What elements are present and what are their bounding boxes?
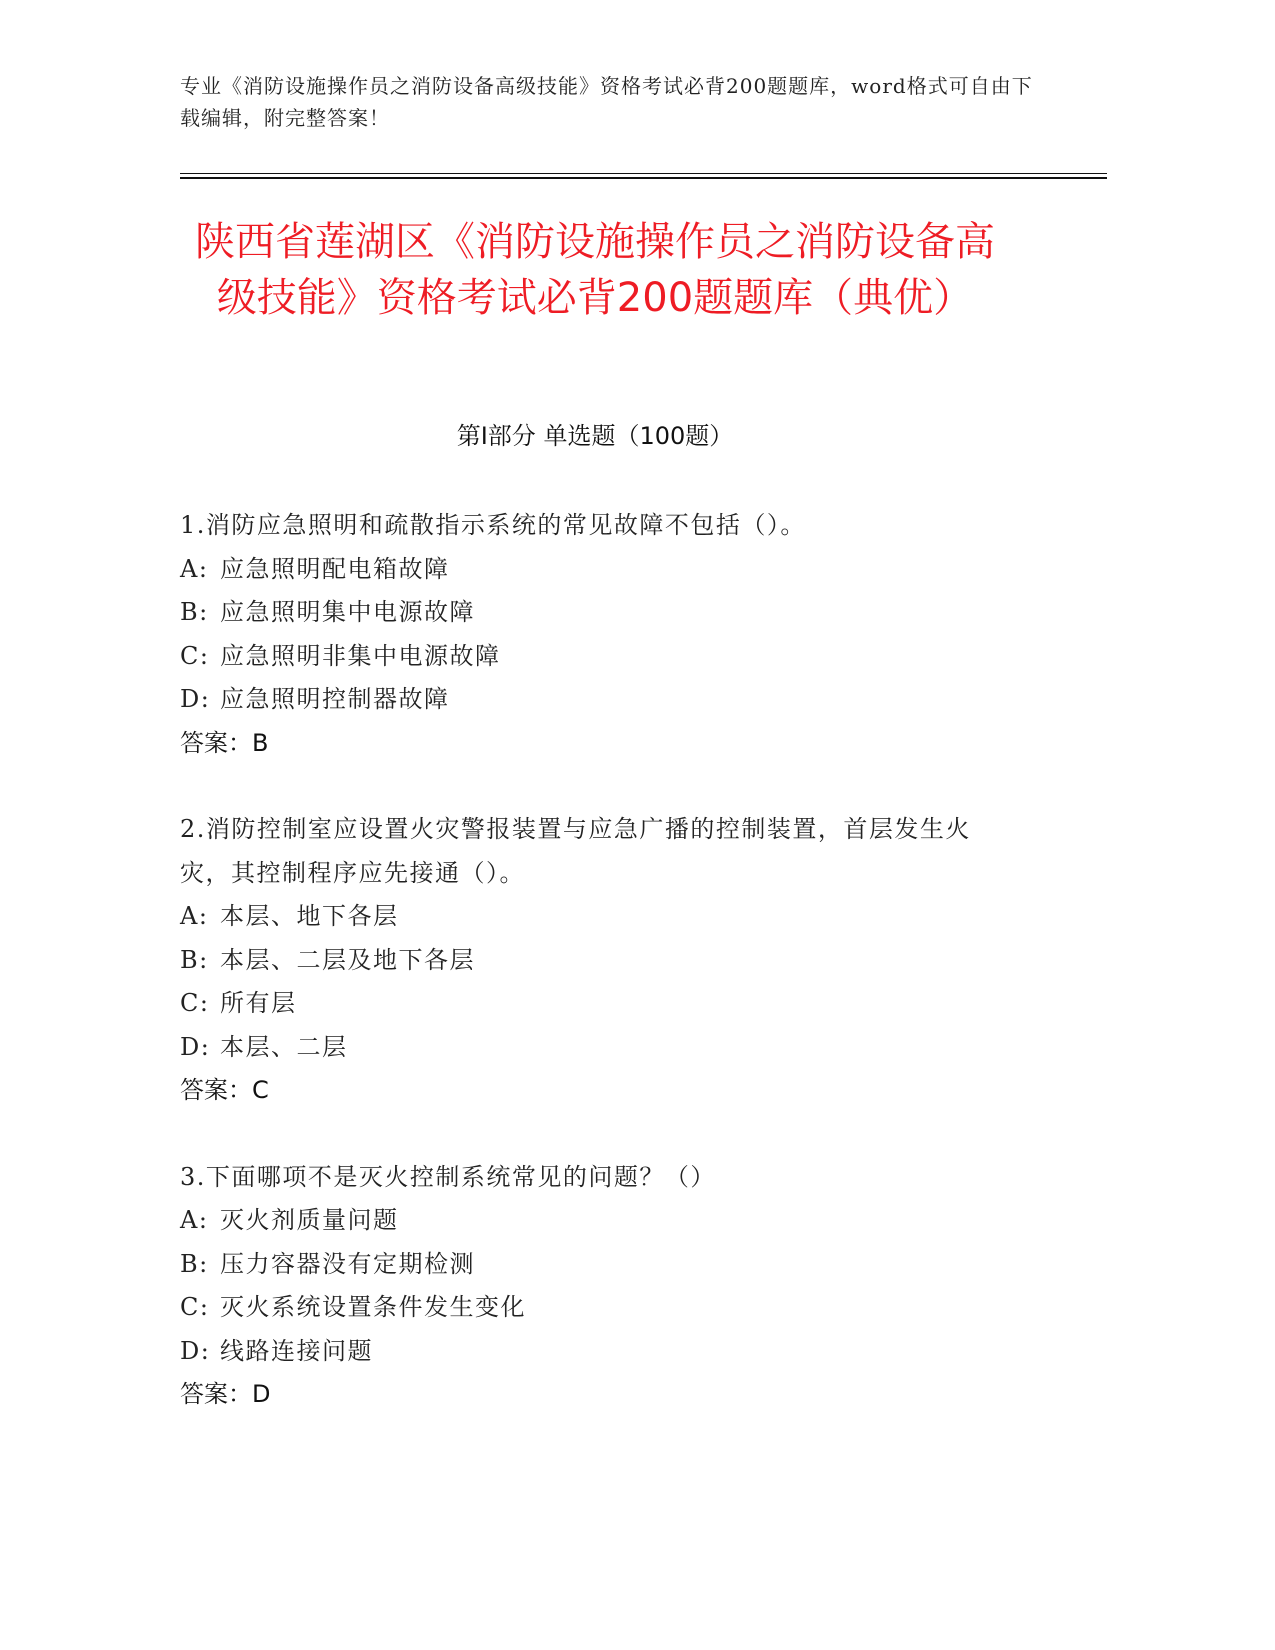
option-d xyxy=(180,678,1020,722)
option-key: B: xyxy=(180,945,209,974)
answer-line: 答案：C xyxy=(180,1076,269,1104)
question-list xyxy=(180,504,1020,1460)
option-key: B: xyxy=(180,598,209,626)
answer-line: 答案：B xyxy=(180,728,269,757)
question-stem: 2.消防控制室应设置火灾警报装置与应急广播的控制装置，首层发生火灾，其控制程序应先接通（）。 xyxy=(180,815,971,887)
option-b xyxy=(180,591,1020,635)
option-a xyxy=(180,548,1020,592)
header-divider-thin xyxy=(180,173,1107,174)
option-text: 压力容器没有定期检测 xyxy=(220,1249,475,1278)
option-key: A: xyxy=(180,1206,209,1234)
option-d xyxy=(180,1330,1020,1374)
option-key: D: xyxy=(180,685,211,713)
question-item xyxy=(180,808,1020,1113)
option-text: 本层、二层 xyxy=(220,1032,348,1061)
question-item xyxy=(180,504,1020,765)
option-key: A: xyxy=(180,554,209,583)
question-stem: 3.下面哪项不是灭火控制系统常见的问题？（） xyxy=(180,1162,716,1191)
question-item xyxy=(180,1156,1020,1417)
option-key: A: xyxy=(180,902,209,930)
option-d xyxy=(180,1026,1020,1070)
option-text: 应急照明非集中电源故障 xyxy=(220,641,501,670)
option-text: 灭火系统设置条件发生变化 xyxy=(220,1293,526,1321)
option-text: 线路连接问题 xyxy=(220,1336,373,1365)
option-text: 本层、二层及地下各层 xyxy=(220,945,475,974)
section-heading: 第I部分 单选题（100题） xyxy=(456,422,734,450)
option-b xyxy=(180,1243,1020,1287)
document-title: 陕西省莲湖区《消防设施操作员之消防设备高级技能》资格考试必背200题题库（典优） xyxy=(195,219,995,321)
option-text: 应急照明集中电源故障 xyxy=(220,598,475,626)
option-key: C: xyxy=(180,641,210,670)
option-key: D: xyxy=(180,1032,211,1061)
option-b xyxy=(180,939,1020,983)
option-c xyxy=(180,1286,1020,1330)
option-c xyxy=(180,982,1020,1026)
option-text: 应急照明控制器故障 xyxy=(220,685,450,713)
question-stem: 1.消防应急照明和疏散指示系统的常见故障不包括（）。 xyxy=(180,511,806,539)
header-note: 专业《消防设施操作员之消防设备高级技能》资格考试必背200题题库，word格式可自由下载编辑，附完整答案！ xyxy=(180,74,1033,130)
option-text: 应急照明配电箱故障 xyxy=(220,554,450,583)
option-c xyxy=(180,635,1020,679)
header-divider-thick xyxy=(180,177,1107,179)
option-a xyxy=(180,895,1020,939)
option-key: C: xyxy=(180,989,210,1017)
option-key: C: xyxy=(180,1293,210,1321)
option-a xyxy=(180,1199,1020,1243)
option-key: B: xyxy=(180,1249,209,1278)
answer-line: 答案：D xyxy=(180,1380,271,1408)
option-key: D: xyxy=(180,1336,211,1365)
option-text: 本层、地下各层 xyxy=(220,902,399,930)
option-text: 灭火剂质量问题 xyxy=(220,1206,399,1234)
option-text: 所有层 xyxy=(220,989,297,1017)
